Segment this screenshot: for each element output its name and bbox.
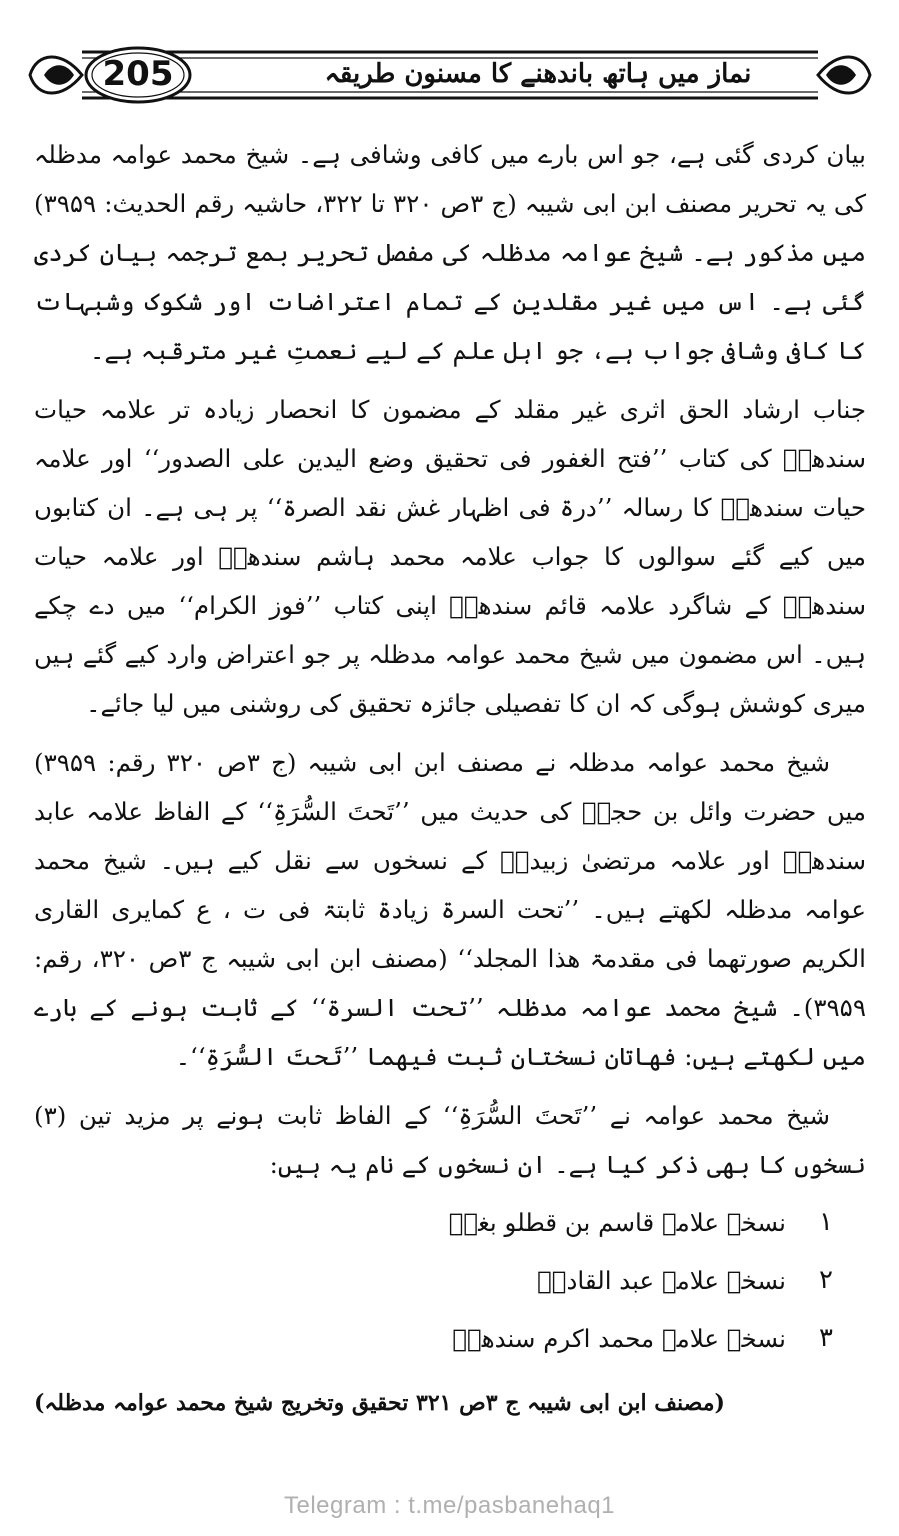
list-number: ۳ xyxy=(819,1322,833,1353)
list-item xyxy=(34,1309,866,1367)
list-number: ۲ xyxy=(819,1264,833,1295)
page-header xyxy=(22,40,878,110)
list-number: ۱ xyxy=(819,1206,833,1237)
list-text: نسخہ علامہ قاسم بن قطلو بغاؒ xyxy=(448,1207,786,1237)
list-text: نسخہ علامہ محمد اکرم سندھیؒ xyxy=(452,1323,786,1353)
reference-text: (مصنف ابن ابی شیبہ ج ۳ص ۳۲۱ تحقیق وتخریج شیخ محمد عوامہ مدظلہ) xyxy=(34,1390,725,1416)
list-text: نسخہ علامہ عبد القادرؒ xyxy=(537,1265,786,1295)
page-number: 205 xyxy=(102,54,174,94)
paragraph-4: شیخ محمد عوامہ نے ’’تَحتَ السُّرَۃِ‘‘ کے الفاظ ثابت ہونے پر مزید تین (۳) نسخوں کا بھی ذکر کیا ہے۔ ان نسخوں کے نام یہ ہیں: xyxy=(34,1101,866,1179)
running-title: نماز میں ہاتھ باندھنے کا مسنون طریقہ xyxy=(324,59,752,89)
telegram-watermark: Telegram : t.me/pasbanehaq1 xyxy=(283,1492,616,1519)
list-item xyxy=(34,1251,866,1309)
paragraph-3: شیخ محمد عوامہ مدظلہ نے مصنف ابن ابی شیبہ (ج ۳ص ۳۲۰ رقم: ۳۹۵۹) میں حضرت وائل بن حجرؓ کی حدیث میں ’’تَحتَ السُّرَۃِ‘‘ کے الفاظ علامہ عابد سندھیؒ اور علامہ مرتضیٰ زبیدیؒ کے نسخوں سے نقل کیے ہیں۔ شیخ محمد عوامہ مدظلہ لکھتے ہیں۔ ’’تحت السرۃ زیادۃ ثابتۃ فی ت ، ع کمایری القاری الکریم صورتھما فی مقدمۃ ھذا المجلد‘‘ (مصنف ابن ابی شیبہ ج ۳ص ۳۲۰، رقم: ۳۹۵۹)۔ شیخ محمد عوامہ مدظلہ ’’تحت السرۃ‘‘ کے ثابت ہونے کے بارے میں لکھتے ہیں: فھاتان نسختان ثبت فیھما ’’تَحتَ السُّرَۃِ‘‘۔ xyxy=(34,748,866,1071)
list-item xyxy=(34,1193,866,1251)
paragraph-2: جناب ارشاد الحق اثری غیر مقلد کے مضمون کا انحصار زیادہ تر علامہ حیات سندھیؒ کی کتاب ’’فتح الغفور فی تحقیق وضع الیدین علی الصدور‘‘ اور علامہ حیات سندھیؒ کا رسالہ ’’درۃ فی اظہار غش نقد الصرۃ‘‘ پر ہی ہے۔ ان کتابوں میں کیے گئے سوالوں کا جواب علامہ محمد ہاشم سندھیؒ اور علامہ حیات سندھیؒ کے شاگرد علامہ قائم سندھیؒ اپنی کتاب ’’فوز الکرام‘‘ میں دے چکے ہیں۔ اس مضمون میں شیخ محمد عوامہ مدظلہ پر جو اعتراض وارد کیے گئے ہیں میری کوشش ہوگی کہ ان کا تفصیلی جائزہ تحقیق کی روشنی میں لیا جائے۔ xyxy=(34,395,866,718)
paragraph-1: بیان کردی گئی ہے، جو اس بارے میں کافی وشافی ہے۔ شیخ محمد عوامہ مدظلہ کی یہ تحریر مصنف ابن ابی شیبہ (ج ۳ص ۳۲۰ تا ۳۲۲، حاشیہ رقم الحدیث: ۳۹۵۹) میں مذکور ہے۔ شیخ عوامہ مدظلہ کی مفصل تحریر بمع ترجمہ بیان کردی گئی ہے۔ اس میں غیر مقلدین کے تمام اعتراضات اور شکوک وشبہات کا کافی وشافی جواب ہے، جو اہل علم کے لیے نعمتِ غیر مترقبہ ہے۔ xyxy=(34,140,866,365)
manuscript-list xyxy=(34,1193,866,1367)
main-text xyxy=(34,130,866,1428)
reference-citation xyxy=(34,1379,866,1428)
